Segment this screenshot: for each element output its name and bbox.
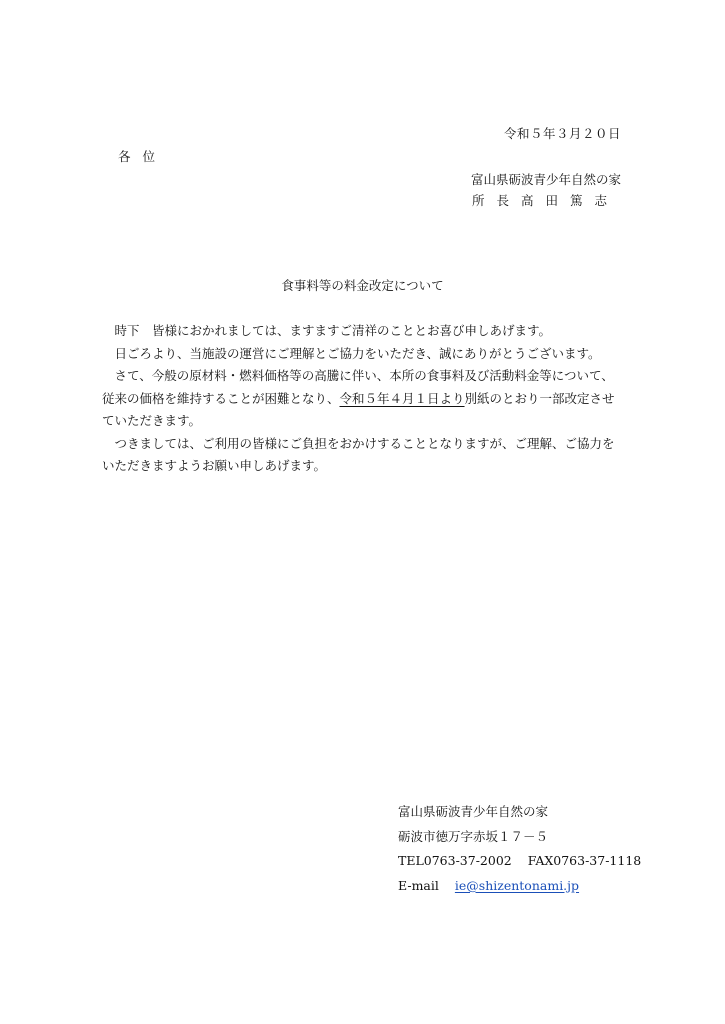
document-subject: 食事料等の料金改定について (281, 278, 444, 293)
contact-tel: TEL0763-37-2002 (398, 853, 512, 868)
announcement-text-before: さて、今般の原材料・燃料価格等の高騰に伴い、本所の食事料及び活動料金等について、従来の価格を維持することが困難となり、 (102, 368, 614, 406)
paragraph-thanks: 日ごろより、当施設の運営にご理解とご協力をいただき、誠にありがとうございます。 (114, 345, 601, 361)
announcement-text-after: 別紙のとおり一部改定させていただきます。 (102, 390, 615, 428)
contact-fax: FAX0763-37-1118 (527, 853, 642, 868)
contact-email-row (398, 874, 641, 899)
email-label: E-mail (398, 877, 439, 893)
effective-date: 令和５年４月１日より (339, 390, 465, 406)
contact-phone-fax (398, 849, 641, 874)
paragraph-announcement (102, 365, 622, 433)
paragraph-closing: つきましては、ご利用の皆様にご負担をおかけすることとなりますが、ご理解、ご協力をいただきますようお願い申しあげます。 (102, 435, 615, 473)
letter-body (102, 320, 622, 478)
contact-address: 砺波市徳万字赤坂１７－５ (398, 828, 549, 844)
contact-organization: 富山県砺波青少年自然の家 (398, 804, 549, 819)
addressee: 各位 (118, 149, 168, 164)
paragraph-greeting: 時下 皆様におかれましては、ますますご清祥のこととお喜び申しあげます。 (114, 323, 552, 338)
email-link[interactable]: ie@shizentonami.jp (454, 877, 580, 893)
document-date: 令和５年３月２０日 (503, 126, 621, 141)
issuer-organization: 富山県砺波青少年自然の家 (470, 172, 621, 187)
contact-block (398, 800, 641, 898)
issuer-name: 所長高田篤志 (471, 193, 619, 208)
